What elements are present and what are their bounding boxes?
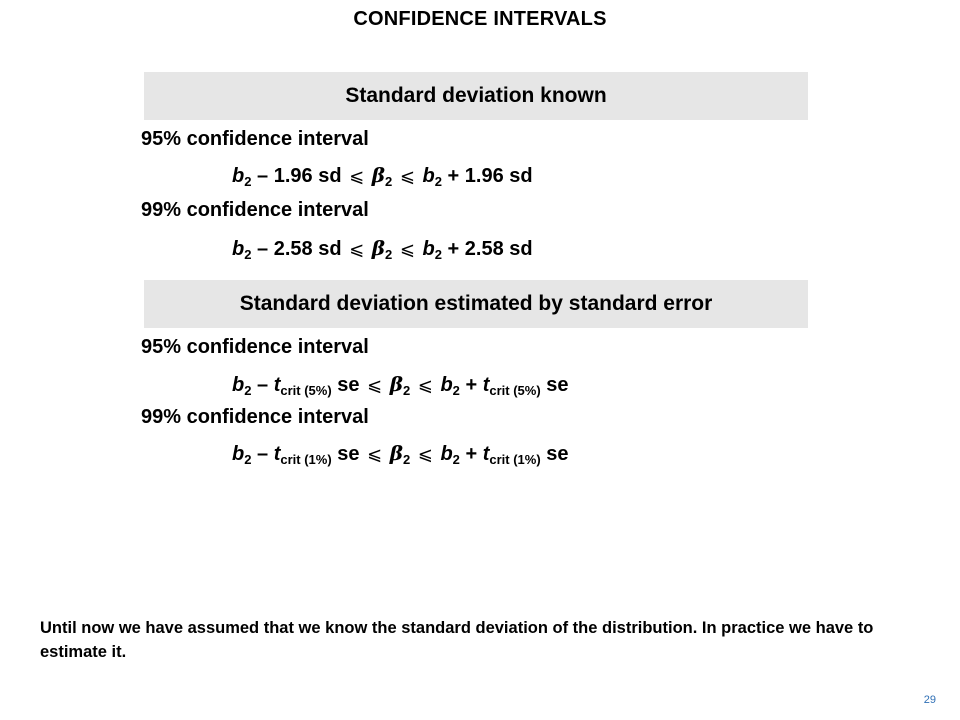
formula-95-known: $b_2 - 1.96$ sd ⩽ $\beta_2$ ⩽ $b_2 + 1.96$ sd <box>232 163 533 189</box>
section-heading-known: Standard deviation known <box>144 72 808 120</box>
beta-symbol: β <box>371 163 386 187</box>
section-heading-estimated: Standard deviation estimated by standard error <box>144 280 808 328</box>
interval-label-99-known: 99% confidence interval <box>141 199 369 221</box>
slide-caption: Until now we have assumed that we know the standard deviation of the distribution. In practice we have to estimate it. <box>40 619 874 661</box>
formula-99-known: $b_2 - 2.58$ sd ⩽ $\beta_2$ ⩽ $b_2 + 2.58$ sd <box>232 236 533 262</box>
formula-99-estimated: $b_2 - t_{crit (1\%)}$ se ⩽ $\beta_2$ ⩽ $b_2 + t_{crit (1\%)}$ se <box>232 441 569 467</box>
interval-label-95-estimated: 95% confidence interval <box>141 336 369 358</box>
beta-symbol: β <box>389 441 403 465</box>
page-number: 29 <box>923 694 936 706</box>
interval-label-99-estimated: 99% confidence interval <box>141 406 369 428</box>
beta-symbol: β <box>371 236 386 260</box>
beta-symbol: β <box>389 372 403 396</box>
interval-label-95-known: 95% confidence interval <box>141 128 369 150</box>
formula-95-estimated: $b_2 - t_{crit (5\%)}$ se ⩽ $\beta_2$ ⩽ $b_2 + t_{crit (5\%)}$ se <box>232 372 569 398</box>
slide-title: CONFIDENCE INTERVALS <box>353 8 607 30</box>
